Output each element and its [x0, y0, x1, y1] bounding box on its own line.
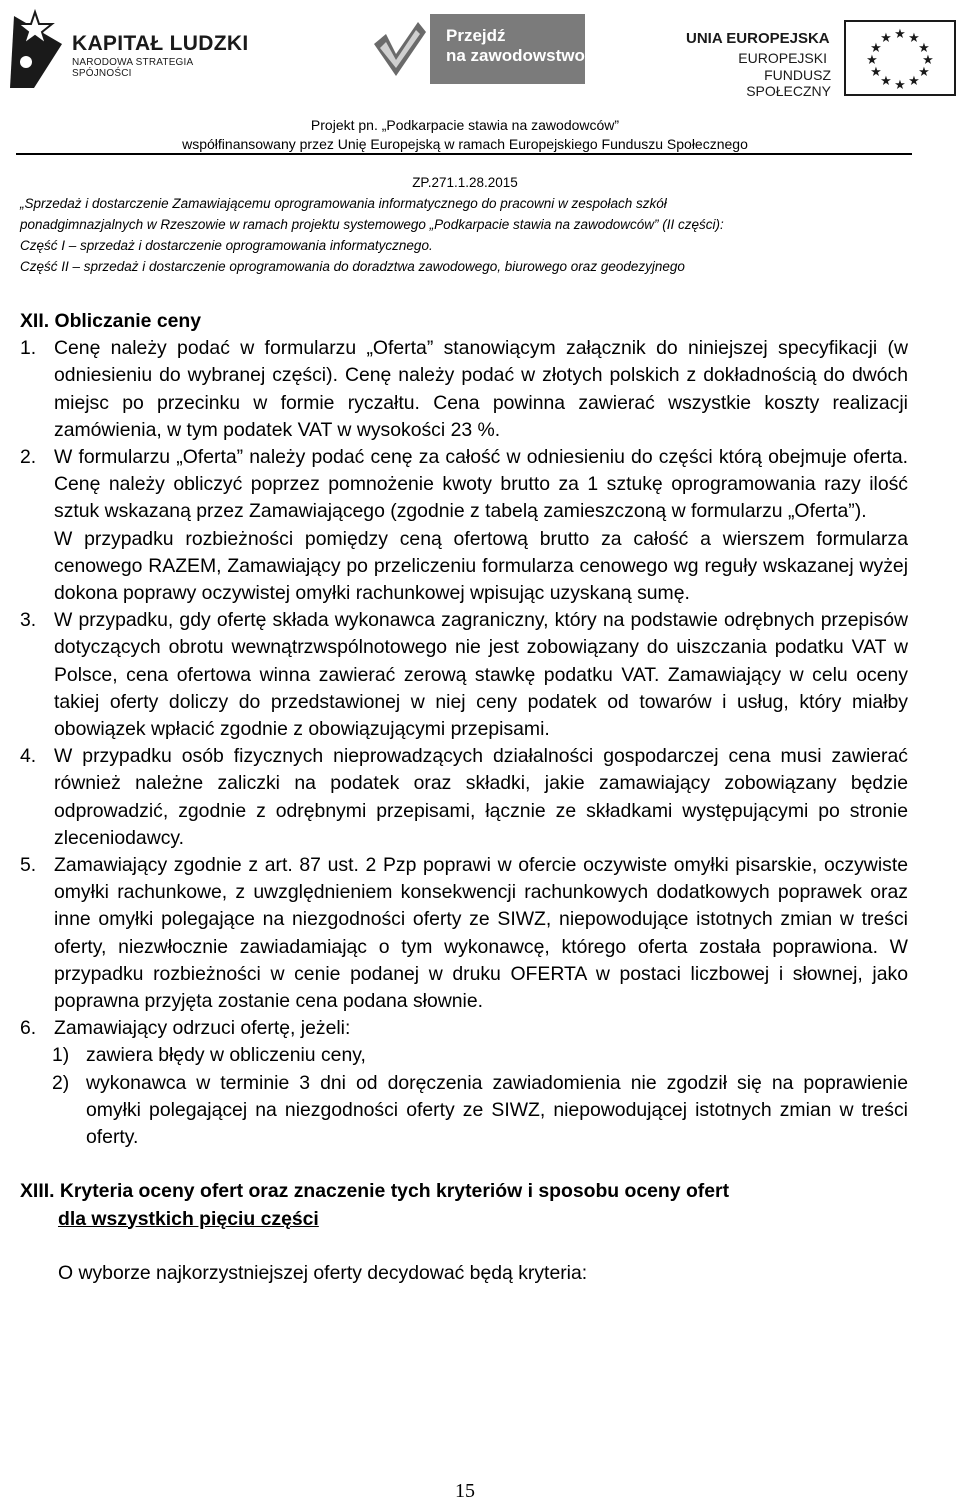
sub-list-item-number: 2) [52, 1071, 70, 1094]
list-item-number: 5. [20, 854, 37, 877]
list-item-text: Cenę należy podać w formularzu „Oferta” stanowiącym załącznik do niniejszej specyfikacji (w odniesieniu do wybranej części). Cenę należy podać w złotych polskich z dokładnością do dwóch miejsc po przecinku w formie ryczałtu. Cena powinna zawierać wszystkie koszty realizacji zamówienia, w tym podatek VAT w wysokości 23 %. [54, 337, 908, 441]
svg-text:★: ★ [894, 27, 906, 42]
ue-line-3: FUNDUSZ SPOŁECZNY [746, 67, 831, 99]
svg-text:★: ★ [894, 78, 906, 93]
project-line-1: Projekt pn. „Podkarpacie stawia na zawodowców” [310, 117, 620, 133]
eu-stars-icon [846, 22, 954, 94]
svg-text:★: ★ [870, 65, 882, 80]
document-header [20, 172, 920, 277]
kapital-ludzki-logo [4, 4, 254, 90]
svg-text:★: ★ [922, 53, 934, 68]
list-item [20, 607, 908, 743]
sub-list-item-text: wykonawca w terminie 3 dni od doręczenia zawiadomienia nie zgodził się na poprawienie omyłki polegającej na niezgodności oferty ze SIWZ, niepowodującej istotnych zmian w treści oferty. [86, 1071, 908, 1149]
section-12-heading: XII. Obliczanie ceny [20, 310, 202, 332]
list-item-text: W przypadku osób fizycznych nieprowadzących działalności gospodarczej cena musi zawierać również należne zaliczki na podatek oraz składki, jakie zamawiający zobowiązany będzie odprowadzić, zgodnie z odrębnymi przepisami, łącznie ze składkami występującymi po stronie zleceniodawcy. [54, 745, 908, 849]
header-logos [0, 0, 960, 100]
list-item [20, 444, 908, 526]
list-item-text: Zamawiający zgodnie z art. 87 ust. 2 Pzp poprawi w ofercie oczywiste omyłki pisarskie, oczywiste omyłki rachunkowe, z uwzględnieniem konsekwencji rachunkowych dodatkowych poprawek oraz inne omyłki polegające na niezgodności oferty ze SIWZ, niepowodujące istotnych zmian w treści oferty, niezwłocznie zawiadamiając o tym wykonawcę, którego oferta została poprawiona. W przypadku rozbieżności w cenie podanej w druku OFERTA w postaci liczbowej i słownej, jako poprawna przyjęta zostanie cena podana słownie. [54, 854, 908, 1013]
project-info [0, 116, 930, 154]
list-item-number: 3. [20, 609, 37, 632]
project-line-2: współfinansowany przez Unię Europejską w ramach Europejskiego Funduszu Społecznego [182, 136, 748, 152]
reference-number: ZP.271.1.28.2015 [412, 175, 518, 190]
sub-list-item-text: zawiera błędy w obliczeniu ceny, [86, 1044, 366, 1067]
kapital-ludzki-title: KAPITAŁ LUDZKI [72, 32, 249, 55]
header-line-4: Część II – sprzedaż i dostarczenie oprogramowania do doradztwa zawodowego, biurowego oraz geodezyjnego [20, 259, 685, 274]
list-item-number: 2. [20, 446, 37, 469]
page-number: 15 [455, 1480, 475, 1502]
svg-text:★: ★ [880, 74, 892, 89]
list-item-number: 6. [20, 1017, 37, 1040]
eu-flag-icon [844, 20, 956, 96]
przejdz-na-zawodowstwo-logo [372, 14, 592, 84]
pnz-line-2: na zawodowstwo [446, 46, 585, 65]
sub-list-item [20, 1070, 908, 1152]
section-13-heading-underlined: dla wszystkich pięciu części [58, 1207, 319, 1230]
list-item-text: Zamawiający odrzuci ofertę, jeżeli: [54, 1017, 351, 1040]
kapital-ludzki-subtitle: NARODOWA STRATEGIA SPÓJNOŚCI [72, 57, 193, 79]
svg-text:★: ★ [918, 65, 930, 80]
svg-text:★: ★ [918, 41, 930, 56]
list-item [20, 852, 908, 1015]
pnz-line-1: Przejdź [446, 26, 506, 45]
svg-text:★: ★ [908, 31, 920, 46]
pnz-emblem-icon [372, 14, 428, 84]
document-body [20, 308, 908, 1287]
header-line-2: ponadgimnazjalnych w Rzeszowie w ramach projektu systemowego „Podkarpacie stawia na zawodowców” (II części): [20, 217, 724, 232]
sub-list-item [20, 1042, 908, 1069]
ue-line-2: EUROPEJSKI [738, 50, 827, 66]
kapital-ludzki-emblem-icon [4, 4, 66, 90]
pnz-box [430, 14, 585, 84]
section-13-intro: O wyborze najkorzystniejszej oferty decydować będą kryteria: [58, 1261, 588, 1284]
ue-line-1: UNIA EUROPEJSKA [686, 30, 830, 47]
section-13-heading-text: XIII. Kryteria oceny ofert oraz znaczenie tych kryteriów i sposobu oceny ofert [20, 1180, 730, 1203]
header-line-3: Część I – sprzedaż i dostarczenie oprogramowania informatycznego. [20, 238, 433, 253]
list-item [20, 743, 908, 852]
list-item-number: 4. [20, 745, 37, 768]
pnz-text [446, 26, 585, 66]
svg-text:★: ★ [908, 74, 920, 89]
list-item [20, 1015, 908, 1042]
sub-list-item-number: 1) [52, 1044, 70, 1067]
list-item-text: W przypadku, gdy ofertę składa wykonawca zagraniczny, który na podstawie odrębnych przepisów dotyczących obrotu wewnątrzwspólnotowego nie jest zobowiązany do uiszczania podatku VAT w Polsce, cena ofertowa winna zawierać zerową stawkę podatku VAT. Zamawiający w celu oceny takiej oferty doliczy do przedstawionej w niej ceny podatek od towarów i usług, który miałby obowiązek wpłacić zgodnie z obowiązującymi przepisami. [54, 609, 908, 741]
svg-text:★: ★ [866, 53, 878, 68]
section-13-heading [20, 1178, 908, 1232]
list-item-text: W przypadku rozbieżności pomiędzy ceną ofertową brutto za całość a wierszem formularza cenowego RAZEM, Zamawiający po przeliczeniu formularza cenowego wg reguły wskazanej wyżej dokona poprawy oczywistej omyłki rachunkowej wpisując uzyskaną sumę. [54, 527, 908, 605]
list-item-number: 1. [20, 337, 37, 360]
header-line-1: „Sprzedaż i dostarczenie Zamawiającemu oprogramowania informatycznego do pracowni w zespołach szkół [20, 196, 667, 211]
unia-europejska-logo [678, 20, 958, 99]
svg-text:★: ★ [880, 31, 892, 46]
list-item-text: W formularzu „Oferta” należy podać cenę za całość w odniesieniu do części którą obejmuje oferta. Cenę należy obliczyć poprzez pomnożenie kwoty brutto za 1 sztukę oprogramowania razy ilość sztuk wskazaną przez Zamawiającego (zgodnie z tabelą zamieszczoną w formularzu „Oferta”). [54, 446, 908, 523]
list-item [20, 335, 908, 444]
list-item-continuation [20, 526, 908, 608]
svg-text:★: ★ [870, 41, 882, 56]
header-rule [16, 153, 912, 155]
